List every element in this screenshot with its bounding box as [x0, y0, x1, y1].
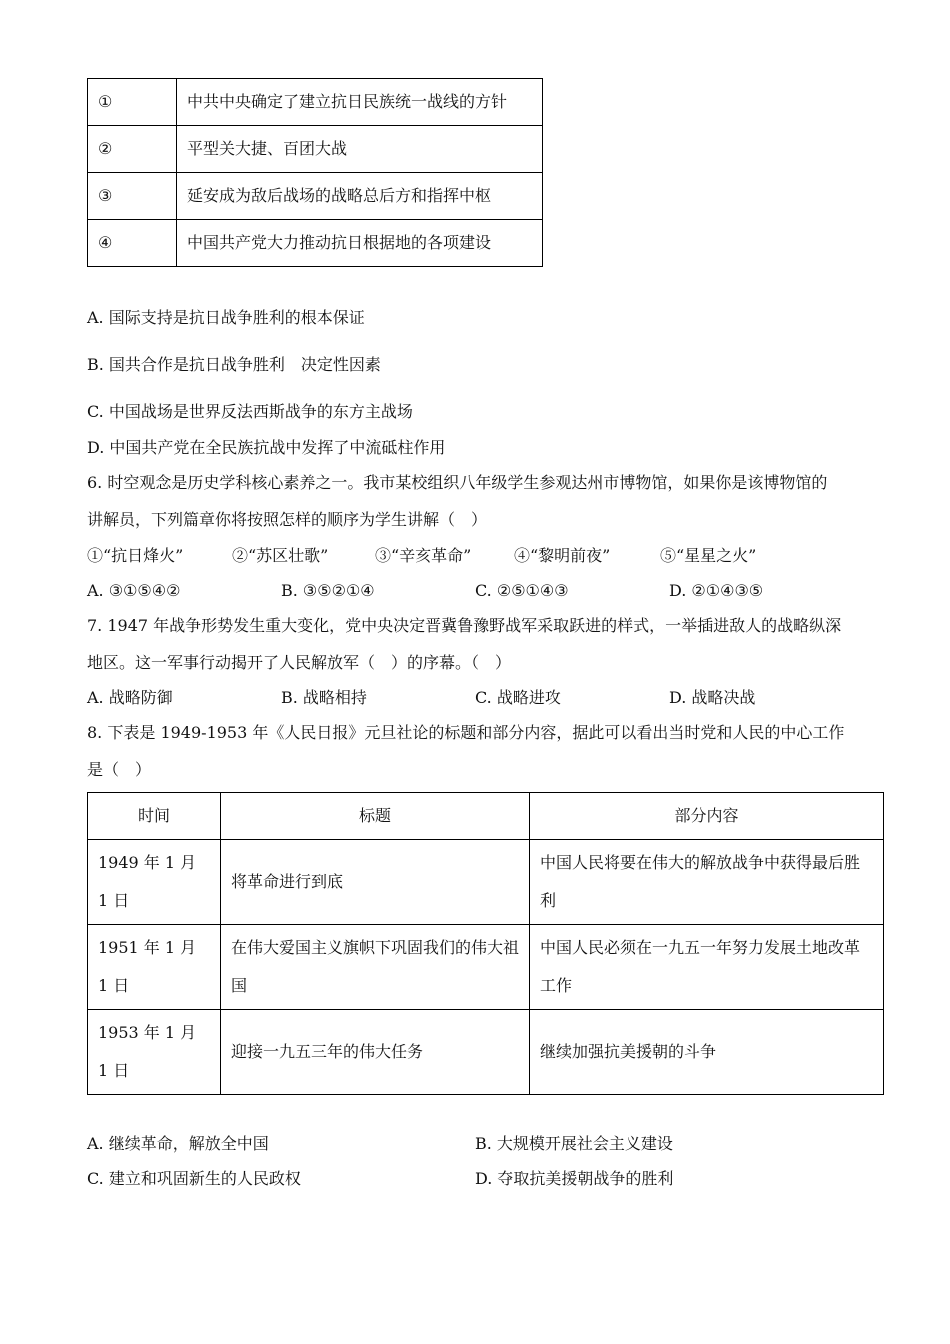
row-text: 中共中央确定了建立抗日民族统一战线的方针	[177, 79, 543, 126]
q6-item: ③“辛亥革命”	[375, 546, 472, 565]
cell-content: 中国人民必须在一九五一年努力发展土地改革工作	[530, 925, 884, 1010]
q6-option-b: B. ③⑤②①④	[281, 581, 375, 600]
row-text: 平型关大捷、百团大战	[177, 126, 543, 173]
editorials-table	[87, 792, 884, 1095]
q7-option-a: A. 战略防御	[87, 688, 173, 707]
column-header: 时间	[88, 793, 221, 840]
q6-item: ④“黎明前夜”	[514, 546, 611, 565]
cell-date: 1949 年 1 月 1 日	[88, 840, 221, 925]
q7-stem-line2: 地区。这一军事行动揭开了人民解放军（ ）的序幕。（ ）	[87, 653, 512, 672]
q6-item: ⑤“星星之火”	[660, 546, 757, 565]
table-row	[88, 1010, 884, 1095]
cell-content: 继续加强抗美援朝的斗争	[530, 1010, 884, 1095]
q5-option-a: A. 国际支持是抗日战争胜利的根本保证	[87, 308, 365, 327]
cell-title: 迎接一九五三年的伟大任务	[221, 1010, 530, 1095]
q7-option-c: C. 战略进攻	[475, 688, 561, 707]
q6-option-d: D. ②①④③⑤	[669, 581, 764, 600]
cell-title: 在伟大爱国主义旗帜下巩固我们的伟大祖国	[221, 925, 530, 1010]
row-text: 延安成为敌后战场的战略总后方和指挥中枢	[177, 173, 543, 220]
table-row	[88, 840, 884, 925]
cell-date: 1953 年 1 月 1 日	[88, 1010, 221, 1095]
table-row	[88, 925, 884, 1010]
q6-option-a: A. ③①⑤④②	[87, 581, 181, 600]
row-number: ①	[88, 79, 177, 126]
column-header: 标题	[221, 793, 530, 840]
q8-stem-line2: 是（ ）	[87, 760, 152, 779]
q8-stem-line1: 8. 下表是 1949-1953 年《人民日报》元旦社论的标题和部分内容，据此可以看出当时党和人民的中心工作	[87, 723, 845, 742]
cell-content: 中国人民将要在伟大的解放战争中获得最后胜利	[530, 840, 884, 925]
table-header-row	[88, 793, 884, 840]
cell-date: 1951 年 1 月 1 日	[88, 925, 221, 1010]
q5-option-b: B. 国共合作是抗日战争胜利 决定性因素	[87, 355, 381, 374]
q7-stem-line1: 7. 1947 年战争形势发生重大变化，党中央决定晋冀鲁豫野战军采取跃进的样式，一举插进敌人的战略纵深	[87, 616, 842, 635]
q8-option-b: B. 大规模开展社会主义建设	[475, 1134, 673, 1153]
row-number: ③	[88, 173, 177, 220]
q7-option-d: D. 战略决战	[669, 688, 756, 707]
row-text: 中国共产党大力推动抗日根据地的各项建设	[177, 220, 543, 267]
cell-title: 将革命进行到底	[221, 840, 530, 925]
q5-option-d: D. 中国共产党在全民族抗战中发挥了中流砥柱作用	[87, 438, 446, 457]
table-row	[88, 126, 543, 173]
events-table	[87, 78, 543, 267]
q5-option-c: C. 中国战场是世界反法西斯战争的东方主战场	[87, 402, 413, 421]
q6-item: ①“抗日烽火”	[87, 546, 184, 565]
q8-option-a: A. 继续革命，解放全中国	[87, 1134, 269, 1153]
table-row	[88, 220, 543, 267]
row-number: ④	[88, 220, 177, 267]
q8-option-d: D. 夺取抗美援朝战争的胜利	[475, 1169, 674, 1188]
table-row	[88, 173, 543, 220]
q6-stem-line1: 6. 时空观念是历史学科核心素养之一。我市某校组织八年级学生参观达州市博物馆，如果你是该博物馆的	[87, 473, 828, 492]
q7-option-b: B. 战略相持	[281, 688, 367, 707]
table-row	[88, 79, 543, 126]
q6-option-c: C. ②⑤①④③	[475, 581, 569, 600]
q6-item: ②“苏区壮歌”	[232, 546, 329, 565]
q6-stem-line2: 讲解员，下列篇章你将按照怎样的顺序为学生讲解（ ）	[87, 510, 488, 529]
row-number: ②	[88, 126, 177, 173]
q8-option-c: C. 建立和巩固新生的人民政权	[87, 1169, 301, 1188]
column-header: 部分内容	[530, 793, 884, 840]
